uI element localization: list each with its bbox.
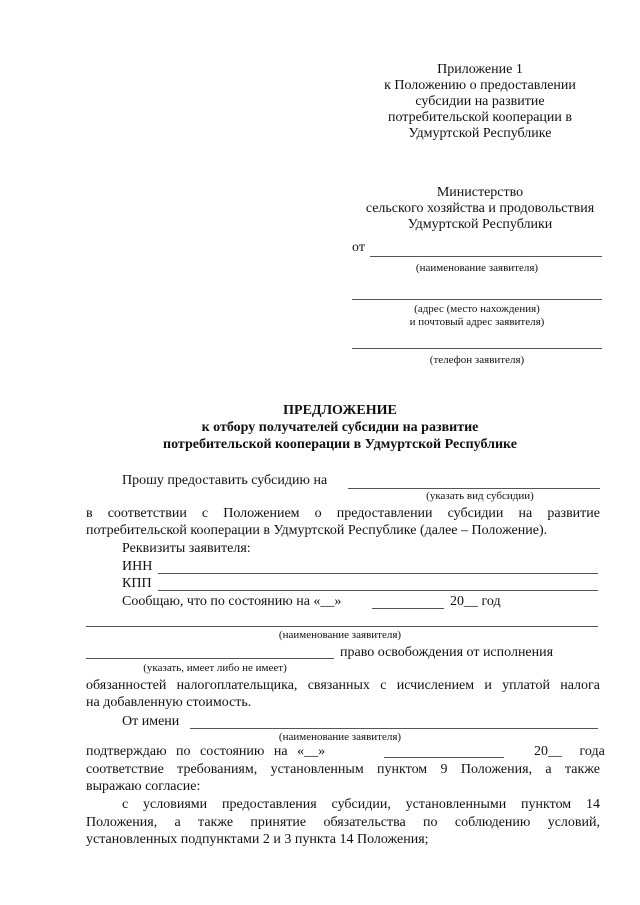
confirm-text: соответствие требованиям, установленным пунктом 9 Положения, а также <box>86 762 600 777</box>
accordance-text: потребительской кооперации в Удмуртской Республике (далее – Положение). <box>86 523 548 538</box>
document-subtitle: потребительской кооперации в Удмуртской Республике <box>163 437 517 452</box>
consent-text: Положения, а также принятие обязательства по соблюдению условий, <box>86 815 600 830</box>
appendix-line: субсидии на развитие <box>415 94 545 109</box>
appendix-title: Приложение 1 <box>437 62 523 77</box>
obligations-text: на добавленную стоимость. <box>86 695 252 710</box>
inn-field[interactable] <box>158 573 598 574</box>
applicant-name-field[interactable] <box>86 626 598 627</box>
from-label: от <box>352 240 365 255</box>
ministry-name: Удмуртской Республики <box>407 217 553 232</box>
appendix-line: к Положению о предоставлении <box>384 78 576 93</box>
confirm-text <box>86 744 605 760</box>
appendix-line: Удмуртской Республике <box>408 126 552 141</box>
ministry-name: сельского хозяйства и продовольствия <box>365 201 595 216</box>
consent-line: с условиями предоставления субсидии, установленными пунктом 14 <box>122 797 600 812</box>
applicant-name-field[interactable] <box>370 256 602 257</box>
subsidy-type-field[interactable] <box>348 488 600 489</box>
applicant-name-caption: (наименование заявителя) <box>278 629 402 641</box>
address-caption-line: (адрес (место нахождения) <box>414 303 540 315</box>
inform-date-field[interactable] <box>372 608 444 609</box>
inn-label: ИНН <box>122 559 153 574</box>
inform-text: Сообщаю, что по состоянию на «__» <box>122 594 342 609</box>
request-text: Прошу предоставить субсидию на <box>122 473 328 488</box>
kpp-label: КПП <box>122 576 152 591</box>
on-behalf-field[interactable] <box>190 728 598 729</box>
confirm-text: выражаю согласие: <box>86 779 201 794</box>
consent-text <box>122 797 600 813</box>
applicant-address-caption <box>352 303 602 329</box>
obligations-text: обязанностей налогоплательщика, связанных с исчислением и уплатой налога <box>86 678 600 693</box>
exemption-caption: (указать, имеет либо не имеет) <box>143 662 287 674</box>
on-behalf-caption: (наименование заявителя) <box>278 731 402 743</box>
document-title: ПРЕДЛОЖЕНИЕ <box>283 403 397 418</box>
kpp-field[interactable] <box>158 590 598 591</box>
confirm-year: 20__ года <box>534 744 605 759</box>
applicant-name-caption: (наименование заявителя) <box>415 262 539 274</box>
applicant-phone-field[interactable] <box>352 348 602 349</box>
exemption-status-field[interactable] <box>86 658 334 659</box>
appendix-block <box>340 62 620 142</box>
confirm-date-text: подтверждаю по состоянию на «__» <box>86 744 326 759</box>
address-caption-line: и почтовый адрес заявителя) <box>409 316 545 328</box>
applicant-address-field[interactable] <box>352 299 602 300</box>
applicant-phone-caption: (телефон заявителя) <box>429 354 525 366</box>
exemption-text: право освобождения от исполнения <box>340 645 554 660</box>
addressee-block <box>340 185 620 233</box>
consent-text: установленных подпунктами 2 и 3 пункта 14 Положения; <box>86 832 429 847</box>
requisites-label: Реквизиты заявителя: <box>122 541 251 556</box>
document-subtitle: к отбору получателей субсидии на развитие <box>201 420 479 435</box>
accordance-text: в соответствии с Положением о предоставлении субсидии на развитие <box>86 506 600 521</box>
appendix-line: потребительской кооперации в <box>387 110 573 125</box>
subsidy-type-caption: (указать вид субсидии) <box>426 490 534 502</box>
on-behalf-label: От имени <box>122 714 180 729</box>
ministry-name: Министерство <box>436 185 524 200</box>
confirm-date-field[interactable] <box>384 757 504 758</box>
inform-year: 20__ год <box>450 594 501 609</box>
